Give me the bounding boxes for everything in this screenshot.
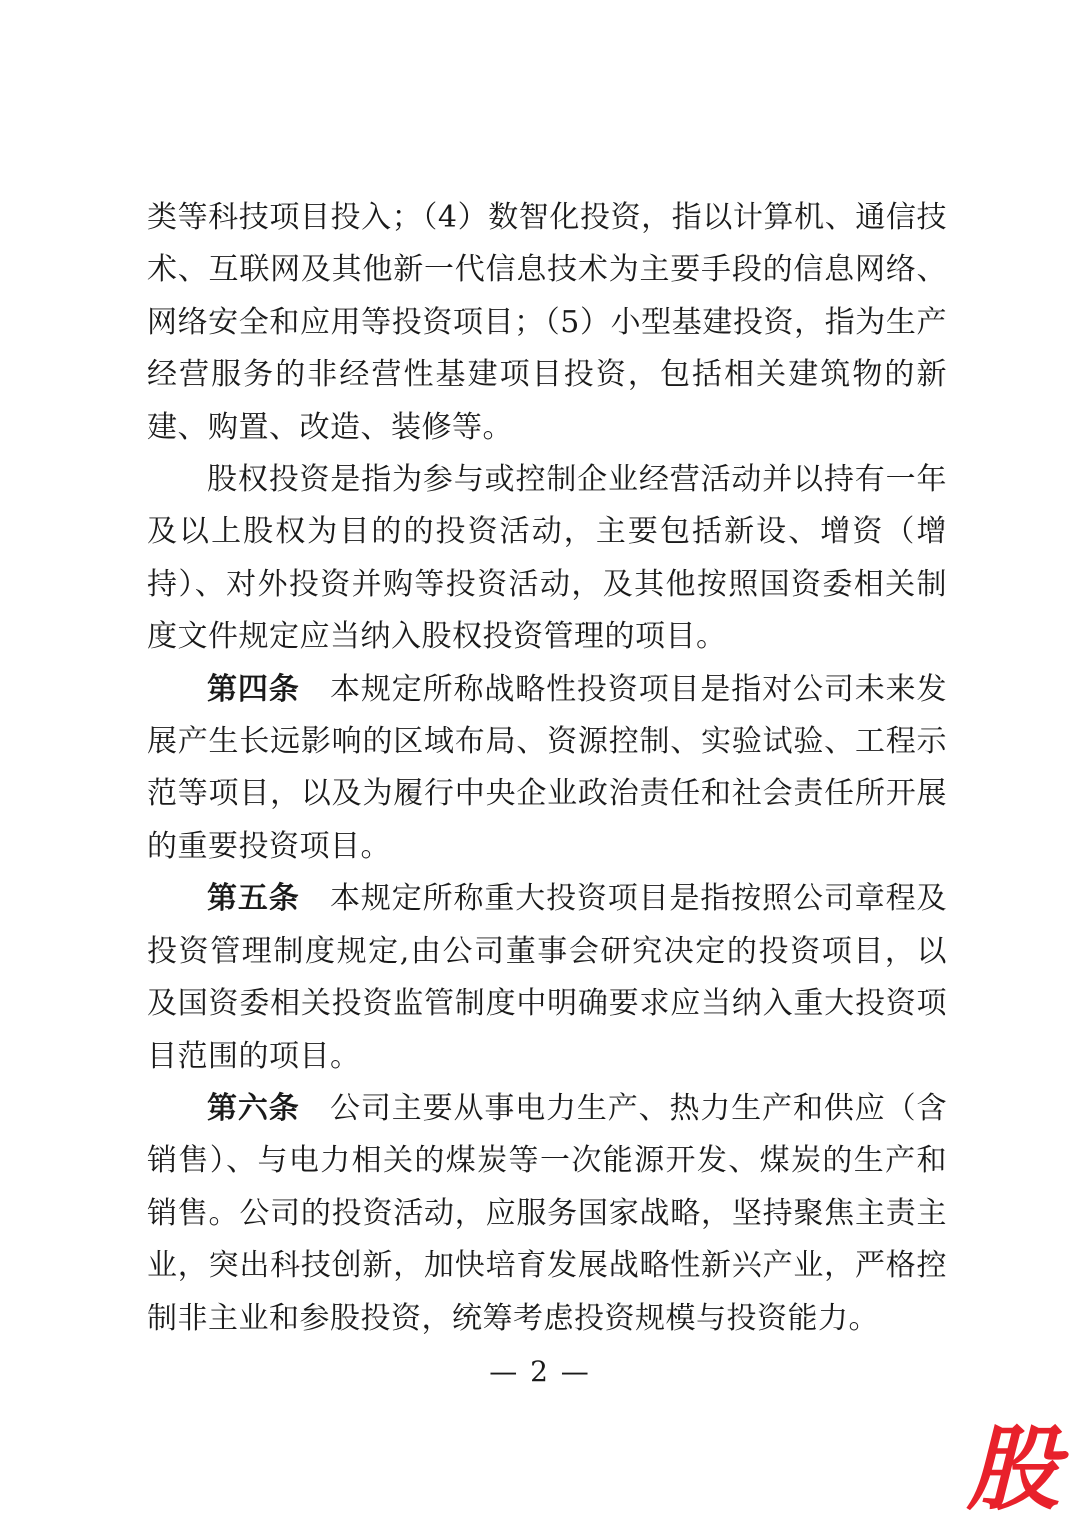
- paragraph-text: 股权投资是指为参与或控制企业经营活动并以持有一年及以上股权为目的的投资活动，主要包括新设、增资（增持）、对外投资并购等投资活动，及其他按照国资委相关制度文件规定应当纳入股权投资管理的项目。: [147, 462, 947, 655]
- paragraph-article-6: [147, 1083, 947, 1345]
- paragraph-text: 公司主要从事电力生产、热力生产和供应（含销售）、与电力相关的煤炭等一次能源开发、煤炭的生产和销售。公司的投资活动，应服务国家战略，坚持聚焦主责主业，突出科技创新，加快培育发展战略性新兴产业，严格控制非主业和参股投资，统筹考虑投资规模与投资能力。: [147, 1090, 948, 1336]
- paragraph-text: 类等科技项目投入；（4）数智化投资，指以计算机、通信技术、互联网及其他新一代信息技术为主要手段的信息网络、网络安全和应用等投资项目；（5）小型基建投资，指为生产经营服务的非经营性基建项目投资，包括相关建筑物的新建、购置、改造、装修等。: [147, 200, 947, 445]
- paragraph-article-5: [147, 873, 947, 1083]
- paragraph-investment-types-continued: [147, 192, 947, 454]
- document-body: [147, 192, 947, 1345]
- paragraph-text: 本规定所称战略性投资项目是指对公司未来发展产生长远影响的区域布局、资源控制、实验试验、工程示范等项目，以及为履行中央企业政治责任和社会责任所开展的重要投资项目。: [147, 671, 948, 864]
- article-heading: 第四条: [207, 671, 300, 707]
- article-heading: 第五条: [207, 881, 300, 917]
- paragraph-text: 本规定所称重大投资项目是指按照公司章程及投资管理制度规定,由公司董事会研究决定的投资项目，以及国资委相关投资监管制度中明确要求应当纳入重大投资项目范围的项目。: [147, 881, 948, 1074]
- paragraph-equity-investment: [147, 454, 947, 664]
- article-heading: 第六条: [207, 1090, 300, 1126]
- page-number: — 2 —: [489, 1355, 591, 1388]
- paragraph-article-4: [147, 664, 947, 874]
- stock-watermark-logo: 股: [966, 1416, 1059, 1523]
